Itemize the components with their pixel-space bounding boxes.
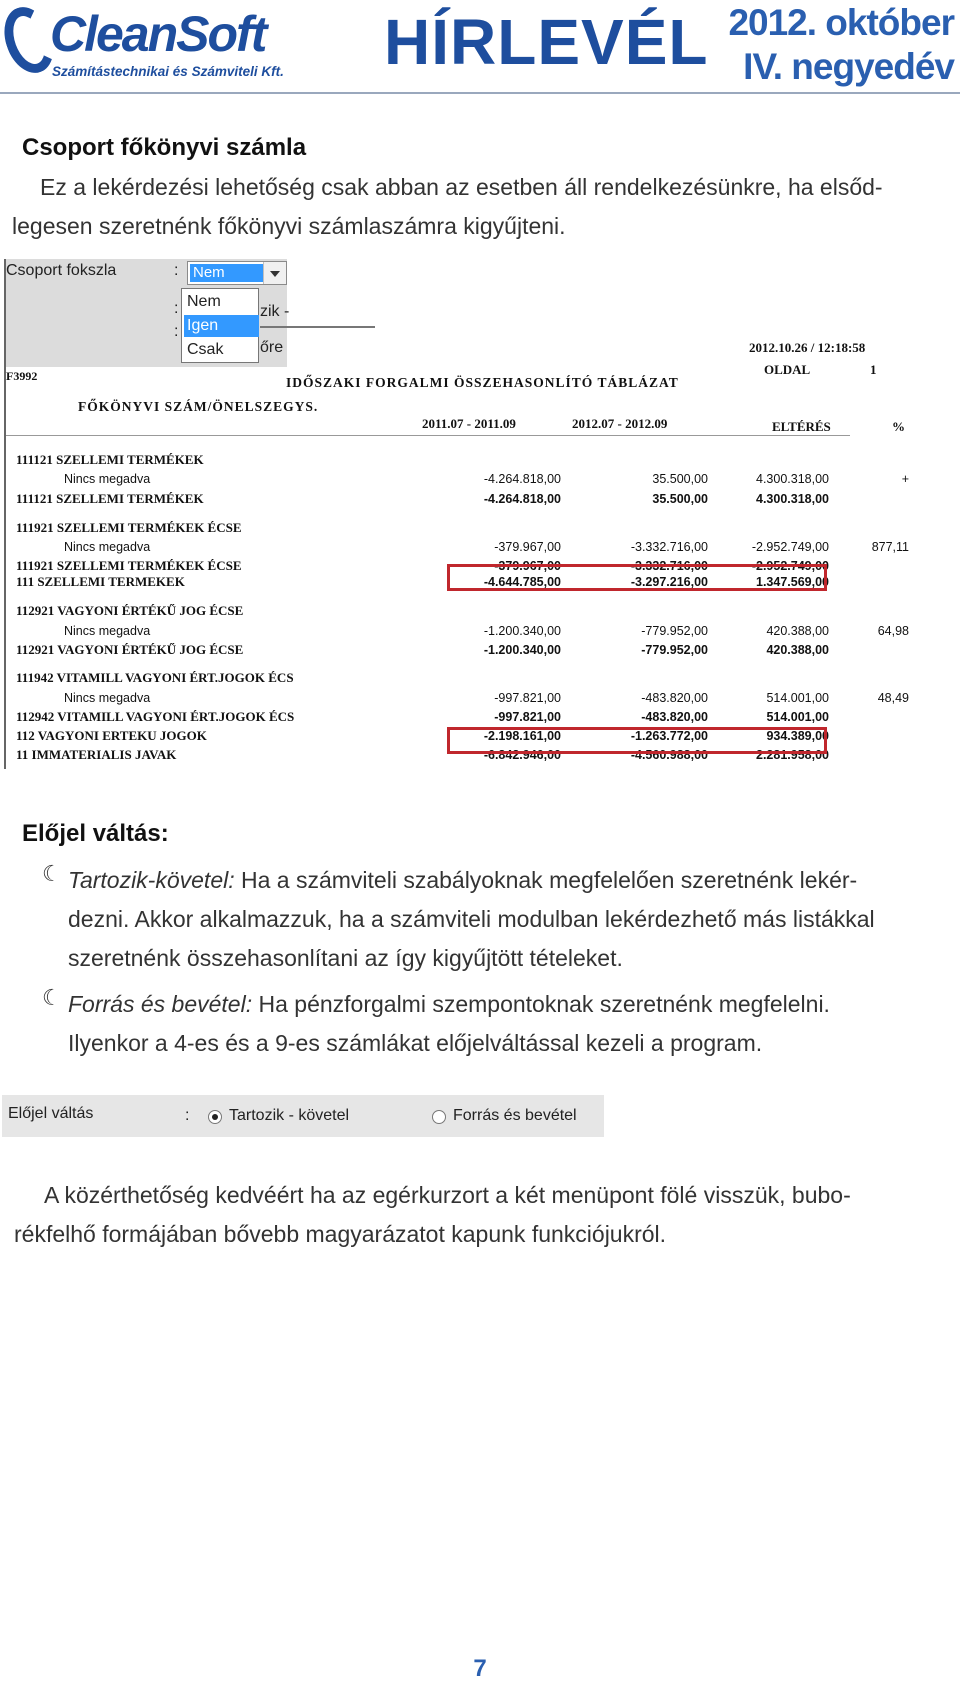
row-value-v3: 934.389,00 [766,729,829,743]
row-value-v2: -779.952,00 [641,643,708,657]
row-value-v1: -379.967,00 [494,559,561,573]
row-value-v3: 1.347.569,00 [756,575,829,589]
row-label: 11 IMMATERIALIS JAVAK [16,747,177,762]
screenshot-sign-change-option [2,1095,604,1137]
row-value-v3: 4.300.318,00 [756,472,829,486]
group-account-select[interactable] [187,261,287,285]
bullet-icon: ☾ [42,986,62,1011]
row-value-v2: 35.500,00 [652,492,708,506]
section1-line1: Ez a lekérdezési lehetőség csak abban az esetben áll rendelkezésünkre, ha elsőd- [40,174,883,200]
row-value-v3: -2.952.749,00 [751,559,829,573]
group-account-label: Csoport fokszla [6,262,117,279]
radio-debit-credit-label[interactable]: Tartozik - követel [229,1107,350,1124]
colon: : [174,262,179,279]
colon: : [174,300,179,317]
row-value-v1: -2.198.161,00 [483,729,561,743]
selected-value: Nem [190,264,263,282]
closing-line2: rékfelhő formájában bővebb magyarázatot kapunk funkciójukról. [14,1221,667,1247]
row-percent: 877,11 [871,540,909,554]
option-igen[interactable]: Igen [184,315,259,337]
row-value-v1: -4.264.818,00 [483,492,561,506]
row-value-v1: -997.821,00 [494,710,561,724]
row-value-v3: 4.300.318,00 [756,492,829,506]
row-label: Nincs megadva [64,691,151,705]
option-csak[interactable]: Csak [187,341,224,358]
period-1-header: 2011.07 - 2011.09 [422,416,516,431]
row-value-v2: -1.263.772,00 [630,729,708,743]
row-value-v2: -779.952,00 [641,624,708,638]
page-label: OLDAL [764,362,811,377]
radio-source-revenue-label[interactable]: Forrás és bevétel [453,1107,577,1124]
row-value-v3: 420.388,00 [766,624,829,638]
row-label: 111942 VITAMILL VAGYONI ÉRT.JOGOK ÉCS [16,670,294,685]
newsletter-title: HÍRLEVÉL [384,6,709,78]
row-value-v2: -3.332.716,00 [630,559,708,573]
report-title: IDŐSZAKI FORGALMI ÖSSZEHASONLÍTÓ TÁBLÁZAT [286,375,679,390]
sign-change-label: Előjel váltás [8,1105,94,1122]
report-subtitle: FŐKÖNYVI SZÁM/ÖNELSZEGYS. [78,399,319,414]
row-value-v3: 420.388,00 [766,643,829,657]
row-value-v2: -483.820,00 [641,710,708,724]
row-label: Nincs megadva [64,540,151,554]
header-divider [0,92,960,94]
report-timestamp: 2012.10.26 / 12:18:58 [749,340,866,355]
row-label: 111 SZELLEMI TERMEKEK [16,574,185,589]
option-nem[interactable]: Nem [187,293,221,310]
row-value-v1: -997.821,00 [494,691,561,705]
issue-quarter: IV. negyedév [743,46,954,87]
bullet-2-text: Ha pénzforgalmi szempontoknak szeretnénk megfelelni. [252,991,830,1017]
row-label: 111121 SZELLEMI TERMÉKEK [16,491,204,506]
percent-header: % [892,419,905,434]
row-value-v3: 514.001,00 [766,691,829,705]
row-value-v2: 35.500,00 [652,472,708,486]
radio-debit-credit[interactable] [208,1110,222,1124]
bullet-1-line3: szeretnénk összehasonlítani az így kigyűjtött tételeket. [68,945,623,971]
radio-source-revenue[interactable] [432,1110,446,1124]
header-rule [6,435,850,436]
row-value-v1: -379.967,00 [494,540,561,554]
report-id: F3992 [6,369,38,383]
term-debit-credit: Tartozik-követel: [68,867,235,893]
row-value-v1: -4.264.818,00 [483,472,561,486]
row-label: 112 VAGYONI ERTEKU JOGOK [16,728,207,743]
bullet-icon: ☾ [42,862,62,887]
row-label: 111921 SZELLEMI TERMÉKEK ÉCSE [16,520,242,535]
row-value-v1: -6.842.946,00 [483,748,561,762]
row-value-v1: -4.644.785,00 [483,575,561,589]
chevron-down-icon[interactable] [263,262,286,284]
term-source-revenue: Forrás és bevétel: [68,991,253,1017]
section-heading-group-account: Csoport főkönyvi számla [22,134,307,161]
row-value-v3: 2.281.958,00 [756,748,829,762]
row-value-v3: 514.001,00 [766,710,829,724]
newsletter-header [0,0,960,96]
divider [260,326,375,328]
row-percent: 64,98 [877,624,909,638]
row-percent: + [901,472,909,486]
bullet-1-line2: dezni. Akkor alkalmazzuk, ha a számviteli modulban lekérdezhető más listákkal [68,906,875,932]
row-label: 111121 SZELLEMI TERMÉKEK [16,452,204,467]
page-number: 1 [870,362,877,377]
period-2-header: 2012.07 - 2012.09 [572,416,668,431]
logo-name: CleanSoft [50,6,266,62]
section1-line2: legesen szeretnénk főkönyvi számlaszámra kigyűjteni. [12,213,566,239]
row-label: 112921 VAGYONI ÉRTÉKŰ JOG ÉCSE [16,642,244,657]
highlight-subtotal-111 [447,564,827,591]
row-label: 112942 VITAMILL VAGYONI ÉRT.JOGOK ÉCS [16,709,295,724]
highlight-total-11 [447,727,827,754]
row-label: 112921 VAGYONI ÉRTÉKŰ JOG ÉCSE [16,603,244,618]
row-value-v2: -483.820,00 [641,691,708,705]
row-value-v3: -2.952.749,00 [751,540,829,554]
logo-subtitle: Számítástechnikai és Számviteli Kft. [52,64,284,79]
closing-line1: A közérthetőség kedvéért ha az egérkurzort a két menüpont fölé visszük, bubo- [44,1182,851,1208]
bullet-2-line1 [68,985,830,1024]
bullet-1-line1 [68,861,857,900]
bullet-2-line2: Ilyenkor a 4-es és a 9-es számlákat előjelváltással kezeli a program. [68,1030,763,1056]
bullet-1-text: Ha a számviteli szabályoknak megfelelően szeretnénk lekér- [234,867,858,893]
screenshot-group-account-report [4,259,909,769]
row-percent: 48,49 [877,691,909,705]
obscured-text: őre [260,339,284,356]
colon: : [174,323,179,340]
section-heading-sign-change: Előjel váltás: [22,820,169,847]
difference-header: ELTÉRÉS [772,419,831,434]
row-label: Nincs megadva [64,472,151,486]
row-label: 111921 SZELLEMI TERMÉKEK ÉCSE [16,558,242,573]
row-value-v1: -1.200.340,00 [483,643,561,657]
issue-date: 2012. október [728,2,954,43]
page-number-footer: 7 [473,1655,487,1682]
obscured-text: zik - [260,303,290,320]
row-value-v2: -4.560.988,00 [630,748,708,762]
row-value-v1: -1.200.340,00 [483,624,561,638]
colon: : [185,1107,190,1124]
row-label: Nincs megadva [64,624,151,638]
row-value-v2: -3.332.716,00 [630,540,708,554]
report-left-border [4,259,6,769]
row-value-v2: -3.297.216,00 [630,575,708,589]
group-account-options [181,288,259,363]
